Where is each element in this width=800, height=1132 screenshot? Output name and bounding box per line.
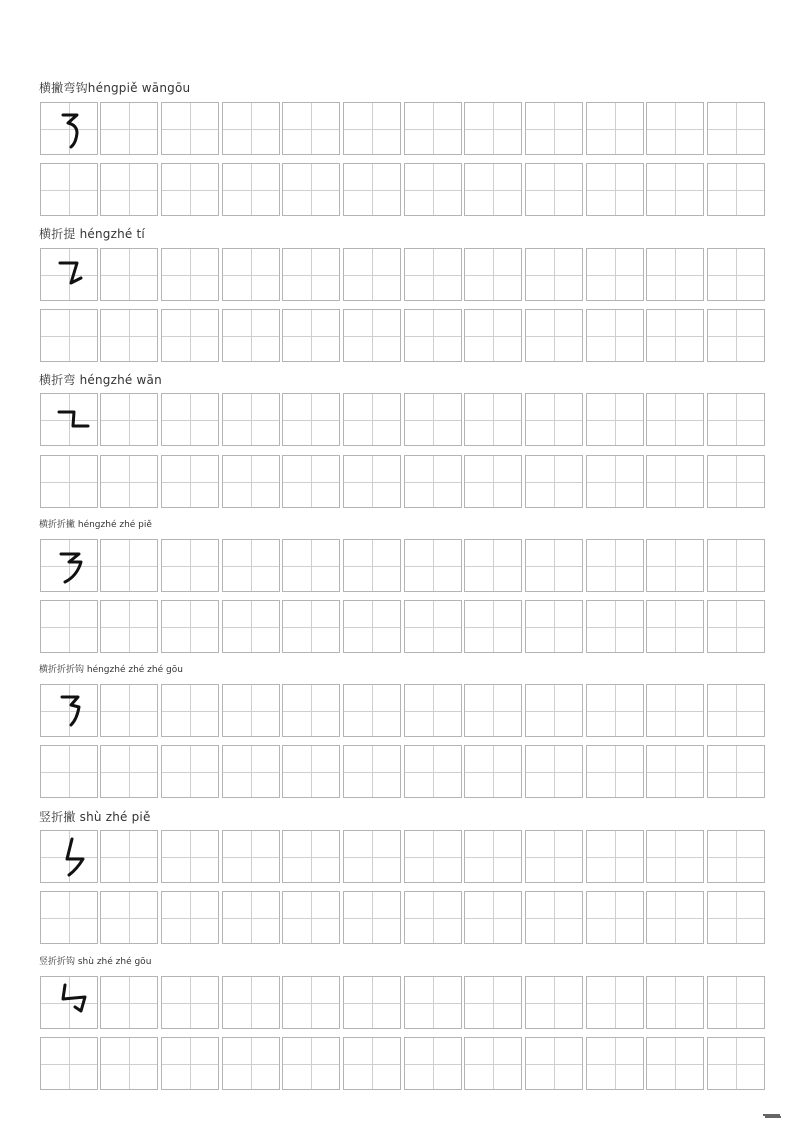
tianzige-cell[interactable] xyxy=(161,455,219,508)
tianzige-cell[interactable] xyxy=(40,163,98,216)
tianzige-cell[interactable] xyxy=(464,539,522,592)
tianzige-cell[interactable] xyxy=(525,1037,583,1090)
section-title: 横折折撇 héngzhé zhé piě xyxy=(39,520,152,530)
practice-row xyxy=(40,745,767,799)
tianzige-cell[interactable] xyxy=(404,1037,462,1090)
tianzige-cell[interactable] xyxy=(646,1037,704,1090)
practice-row xyxy=(40,163,767,217)
tianzige-cell[interactable] xyxy=(586,745,644,798)
tianzige-cell[interactable] xyxy=(282,102,340,155)
tianzige-cell[interactable] xyxy=(161,102,219,155)
section-title: 横折弯 héngzhé wān xyxy=(39,373,162,387)
tianzige-cell[interactable] xyxy=(343,163,401,216)
tianzige-cell[interactable] xyxy=(161,309,219,362)
tianzige-cell[interactable] xyxy=(464,248,522,301)
section-title: 竖折折钩 shù zhé zhé gōu xyxy=(39,957,152,967)
tianzige-cell[interactable] xyxy=(404,455,462,508)
tianzige-cell[interactable] xyxy=(525,830,583,883)
tianzige-cell[interactable] xyxy=(161,891,219,944)
tianzige-cell[interactable] xyxy=(222,1037,280,1090)
corner-mark xyxy=(762,1104,782,1110)
tianzige-cell[interactable] xyxy=(343,684,401,737)
tianzige-cell[interactable] xyxy=(282,600,340,653)
tianzige-cell[interactable] xyxy=(100,455,158,508)
tianzige-cell[interactable] xyxy=(586,976,644,1029)
tianzige-cell[interactable] xyxy=(100,976,158,1029)
tianzige-cell[interactable] xyxy=(525,248,583,301)
section-title: 横撇弯钩héngpiě wāngōu xyxy=(39,81,191,95)
tianzige-cell[interactable] xyxy=(404,976,462,1029)
tianzige-cell[interactable] xyxy=(404,248,462,301)
tianzige-cell[interactable] xyxy=(646,745,704,798)
tianzige-cell[interactable] xyxy=(707,539,765,592)
tianzige-cell[interactable] xyxy=(222,309,280,362)
practice-row-with-sample xyxy=(40,393,767,447)
tianzige-cell[interactable] xyxy=(586,600,644,653)
tianzige-cell[interactable] xyxy=(100,248,158,301)
tianzige-cell[interactable] xyxy=(343,309,401,362)
shu-zhe-zhe-gou-stroke-sample xyxy=(41,977,99,1030)
tianzige-cell[interactable] xyxy=(40,600,98,653)
heng-pie-wan-gou-stroke-sample xyxy=(41,103,99,156)
heng-zhe-ti-stroke-sample xyxy=(41,249,99,302)
tianzige-cell[interactable] xyxy=(646,309,704,362)
tianzige-cell[interactable] xyxy=(404,830,462,883)
practice-row xyxy=(40,1037,767,1091)
tianzige-cell[interactable] xyxy=(404,891,462,944)
tianzige-cell[interactable] xyxy=(343,976,401,1029)
tianzige-cell[interactable] xyxy=(525,976,583,1029)
tianzige-cell[interactable] xyxy=(464,102,522,155)
practice-row xyxy=(40,309,767,363)
tianzige-cell[interactable] xyxy=(222,976,280,1029)
tianzige-cell[interactable] xyxy=(100,102,158,155)
tianzige-cell[interactable] xyxy=(100,891,158,944)
practice-row-with-sample xyxy=(40,830,767,884)
tianzige-cell[interactable] xyxy=(282,830,340,883)
tianzige-cell[interactable] xyxy=(646,455,704,508)
tianzige-cell[interactable] xyxy=(646,684,704,737)
tianzige-cell[interactable] xyxy=(464,830,522,883)
tianzige-cell[interactable] xyxy=(707,309,765,362)
tianzige-cell[interactable] xyxy=(525,393,583,446)
practice-row xyxy=(40,891,767,945)
tianzige-cell[interactable] xyxy=(646,976,704,1029)
heng-zhe-zhe-pie-stroke-sample xyxy=(41,540,99,593)
tianzige-cell[interactable] xyxy=(100,684,158,737)
tianzige-cell[interactable] xyxy=(464,976,522,1029)
tianzige-cell[interactable] xyxy=(404,309,462,362)
tianzige-cell[interactable] xyxy=(161,393,219,446)
tianzige-cell[interactable] xyxy=(100,830,158,883)
tianzige-cell[interactable] xyxy=(343,248,401,301)
tianzige-cell[interactable] xyxy=(586,539,644,592)
tianzige-cell[interactable] xyxy=(40,393,98,446)
tianzige-cell[interactable] xyxy=(343,745,401,798)
tianzige-cell[interactable] xyxy=(707,393,765,446)
tianzige-cell[interactable] xyxy=(586,1037,644,1090)
tianzige-cell[interactable] xyxy=(646,248,704,301)
tianzige-cell[interactable] xyxy=(646,600,704,653)
tianzige-cell[interactable] xyxy=(707,455,765,508)
tianzige-cell[interactable] xyxy=(40,891,98,944)
tianzige-cell[interactable] xyxy=(343,393,401,446)
tianzige-cell[interactable] xyxy=(222,248,280,301)
tianzige-cell[interactable] xyxy=(282,455,340,508)
tianzige-cell[interactable] xyxy=(343,539,401,592)
tianzige-cell[interactable] xyxy=(161,745,219,798)
tianzige-cell[interactable] xyxy=(282,976,340,1029)
tianzige-cell[interactable] xyxy=(100,745,158,798)
tianzige-cell[interactable] xyxy=(586,309,644,362)
tianzige-cell[interactable] xyxy=(282,891,340,944)
tianzige-cell[interactable] xyxy=(222,455,280,508)
tianzige-cell[interactable] xyxy=(464,309,522,362)
tianzige-cell[interactable] xyxy=(161,1037,219,1090)
tianzige-cell[interactable] xyxy=(525,455,583,508)
tianzige-cell[interactable] xyxy=(707,600,765,653)
tianzige-cell[interactable] xyxy=(464,163,522,216)
tianzige-cell[interactable] xyxy=(707,163,765,216)
heng-zhe-wan-stroke-sample xyxy=(41,394,99,447)
tianzige-cell[interactable] xyxy=(222,102,280,155)
tianzige-cell[interactable] xyxy=(404,163,462,216)
tianzige-cell[interactable] xyxy=(100,163,158,216)
tianzige-cell[interactable] xyxy=(586,248,644,301)
tianzige-cell[interactable] xyxy=(464,455,522,508)
tianzige-cell[interactable] xyxy=(40,745,98,798)
tianzige-cell[interactable] xyxy=(464,1037,522,1090)
tianzige-cell[interactable] xyxy=(646,539,704,592)
tianzige-cell[interactable] xyxy=(404,600,462,653)
tianzige-cell[interactable] xyxy=(707,830,765,883)
tianzige-cell[interactable] xyxy=(646,830,704,883)
tianzige-cell[interactable] xyxy=(222,830,280,883)
tianzige-cell[interactable] xyxy=(464,891,522,944)
tianzige-cell[interactable] xyxy=(282,248,340,301)
practice-row-with-sample xyxy=(40,976,767,1030)
tianzige-cell[interactable] xyxy=(282,745,340,798)
practice-row-with-sample xyxy=(40,248,767,302)
tianzige-cell[interactable] xyxy=(343,600,401,653)
tianzige-cell[interactable] xyxy=(40,539,98,592)
tianzige-cell[interactable] xyxy=(100,309,158,362)
tianzige-cell[interactable] xyxy=(707,1037,765,1090)
tianzige-cell[interactable] xyxy=(222,393,280,446)
tianzige-cell[interactable] xyxy=(464,600,522,653)
tianzige-cell[interactable] xyxy=(586,163,644,216)
tianzige-cell[interactable] xyxy=(404,745,462,798)
tianzige-cell[interactable] xyxy=(282,1037,340,1090)
practice-row-with-sample xyxy=(40,684,767,738)
tianzige-cell[interactable] xyxy=(282,684,340,737)
tianzige-cell[interactable] xyxy=(161,248,219,301)
tianzige-cell[interactable] xyxy=(100,539,158,592)
shu-zhe-pie-stroke-sample xyxy=(41,831,99,884)
tianzige-cell[interactable] xyxy=(586,830,644,883)
tianzige-cell[interactable] xyxy=(343,455,401,508)
tianzige-cell[interactable] xyxy=(40,976,98,1029)
section-title: 竖折撇 shù zhé piě xyxy=(39,810,151,824)
tianzige-cell[interactable] xyxy=(222,600,280,653)
tianzige-cell[interactable] xyxy=(525,600,583,653)
tianzige-cell[interactable] xyxy=(222,891,280,944)
heng-zhe-zhe-zhe-gou-stroke-sample xyxy=(41,685,99,738)
tianzige-cell[interactable] xyxy=(646,891,704,944)
tianzige-cell[interactable] xyxy=(707,248,765,301)
tianzige-cell[interactable] xyxy=(161,684,219,737)
tianzige-cell[interactable] xyxy=(525,891,583,944)
tianzige-cell[interactable] xyxy=(40,684,98,737)
tianzige-cell[interactable] xyxy=(161,830,219,883)
tianzige-cell[interactable] xyxy=(100,393,158,446)
tianzige-cell[interactable] xyxy=(586,684,644,737)
tianzige-cell[interactable] xyxy=(707,102,765,155)
tianzige-cell[interactable] xyxy=(100,600,158,653)
tianzige-cell[interactable] xyxy=(161,163,219,216)
tianzige-cell[interactable] xyxy=(646,393,704,446)
tianzige-cell[interactable] xyxy=(525,745,583,798)
section-title: 横折折折钩 héngzhé zhé zhé gōu xyxy=(39,665,183,675)
tianzige-cell[interactable] xyxy=(464,393,522,446)
tianzige-cell[interactable] xyxy=(161,600,219,653)
tianzige-cell[interactable] xyxy=(343,830,401,883)
tianzige-cell[interactable] xyxy=(222,684,280,737)
tianzige-cell[interactable] xyxy=(464,684,522,737)
tianzige-cell[interactable] xyxy=(161,539,219,592)
tianzige-cell[interactable] xyxy=(525,102,583,155)
tianzige-cell[interactable] xyxy=(40,1037,98,1090)
tianzige-cell[interactable] xyxy=(282,393,340,446)
tianzige-cell[interactable] xyxy=(707,891,765,944)
tianzige-cell[interactable] xyxy=(586,393,644,446)
tianzige-cell[interactable] xyxy=(40,248,98,301)
tianzige-cell[interactable] xyxy=(40,830,98,883)
tianzige-cell[interactable] xyxy=(646,102,704,155)
tianzige-cell[interactable] xyxy=(40,455,98,508)
tianzige-cell[interactable] xyxy=(404,539,462,592)
practice-row-with-sample xyxy=(40,102,767,156)
tianzige-cell[interactable] xyxy=(404,102,462,155)
tianzige-cell[interactable] xyxy=(525,163,583,216)
tianzige-cell[interactable] xyxy=(707,684,765,737)
practice-row xyxy=(40,600,767,654)
tianzige-cell[interactable] xyxy=(586,455,644,508)
tianzige-cell[interactable] xyxy=(707,976,765,1029)
tianzige-cell[interactable] xyxy=(525,309,583,362)
tianzige-cell[interactable] xyxy=(343,1037,401,1090)
practice-row-with-sample xyxy=(40,539,767,593)
tianzige-cell[interactable] xyxy=(464,745,522,798)
tianzige-cell[interactable] xyxy=(404,393,462,446)
tianzige-cell[interactable] xyxy=(707,745,765,798)
tianzige-cell[interactable] xyxy=(222,539,280,592)
tianzige-cell[interactable] xyxy=(525,684,583,737)
tianzige-cell[interactable] xyxy=(282,539,340,592)
tianzige-cell[interactable] xyxy=(343,891,401,944)
tianzige-cell[interactable] xyxy=(343,102,401,155)
tianzige-cell[interactable] xyxy=(222,163,280,216)
section-title: 横折提 héngzhé tí xyxy=(39,227,145,241)
tianzige-cell[interactable] xyxy=(40,309,98,362)
tianzige-cell[interactable] xyxy=(586,102,644,155)
tianzige-cell[interactable] xyxy=(222,745,280,798)
tianzige-cell[interactable] xyxy=(404,684,462,737)
tianzige-cell[interactable] xyxy=(646,163,704,216)
practice-row xyxy=(40,455,767,509)
tianzige-cell[interactable] xyxy=(100,1037,158,1090)
tianzige-cell[interactable] xyxy=(161,976,219,1029)
tianzige-cell[interactable] xyxy=(282,309,340,362)
tianzige-cell[interactable] xyxy=(586,891,644,944)
tianzige-cell[interactable] xyxy=(282,163,340,216)
tianzige-cell[interactable] xyxy=(525,539,583,592)
tianzige-cell[interactable] xyxy=(40,102,98,155)
